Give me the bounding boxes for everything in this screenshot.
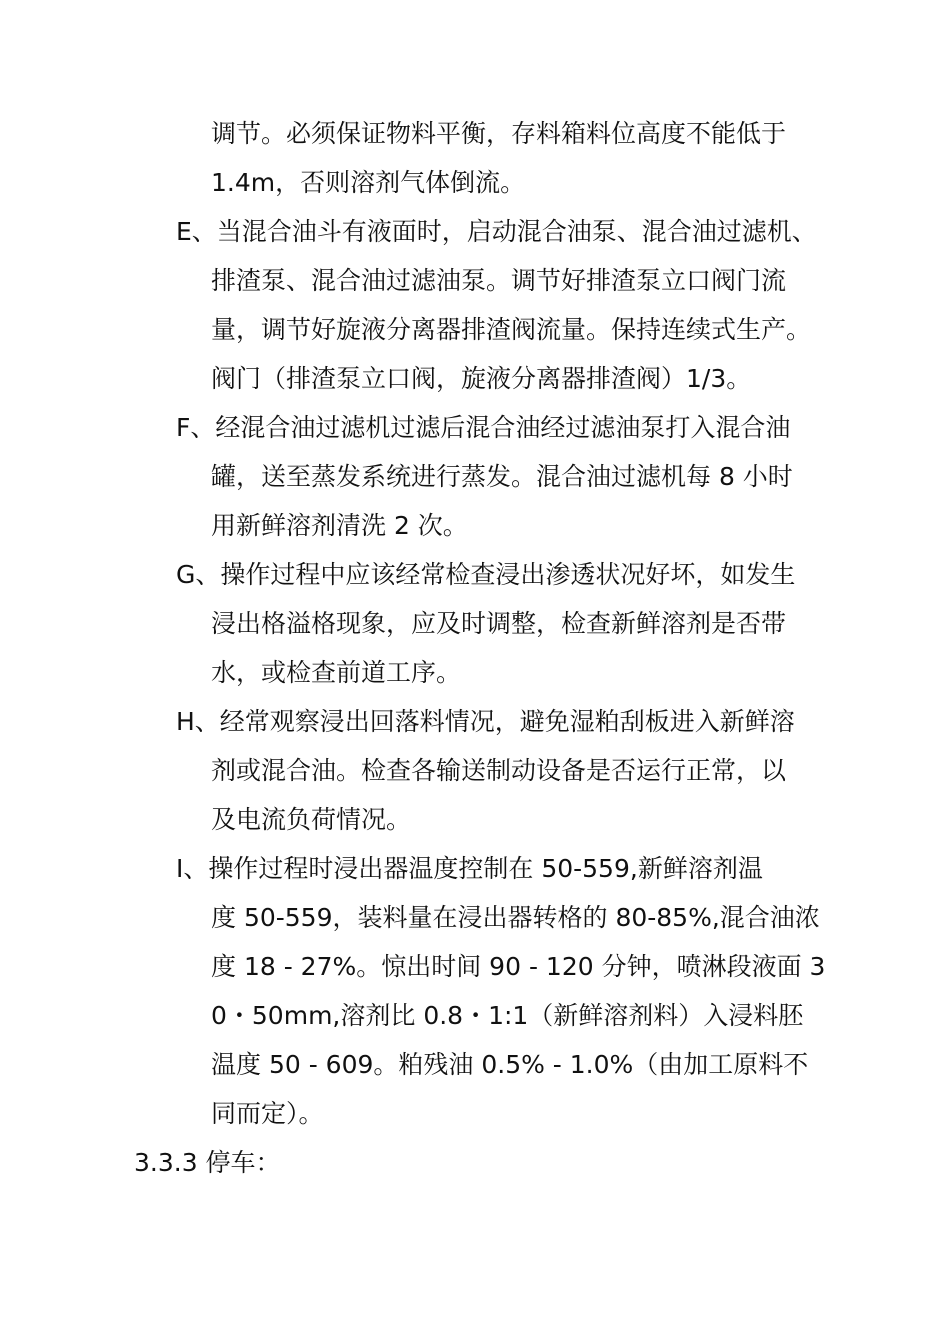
item-f-heading-line: F、经混合油过滤机过滤后混合油经过滤油泵打入混合油 — [176, 413, 791, 442]
item-g-heading-line: G、操作过程中应该经常检查浸出渗透状况好坏，如发生 — [176, 560, 796, 589]
item-i-heading-line: I、操作过程时浸出器温度控制在 50-559,新鲜溶剂温 — [176, 854, 763, 883]
text-line: 排渣泵、混合油过滤油泵。调节好排渣泵立口阀门流 — [211, 266, 787, 295]
text-line: 浸出格溢格现象，应及时调整，检查新鲜溶剂是否带 — [211, 609, 787, 638]
text-line: 0・50mm,溶剂比 0.8・1:1（新鲜溶剂料）入浸料胚 — [211, 1001, 804, 1030]
text-line: 温度 50 - 609。粕残油 0.5% - 1.0%（由加工原料不 — [211, 1050, 809, 1079]
text-line: 调节。必须保证物料平衡，存料箱料位高度不能低于 — [211, 119, 787, 148]
text-line: 罐，送至蒸发系统进行蒸发。混合油过滤机每 8 小时 — [211, 462, 793, 491]
text-line: 用新鲜溶剂清洗 2 次。 — [211, 511, 468, 540]
text-line: 度 18 - 27%。惊出时间 90 - 120 分钟，喷淋段液面 3 — [211, 952, 826, 981]
text-line: 度 50-559，装料量在浸出器转格的 80-85%,混合油浓 — [211, 903, 820, 932]
text-line: 阀门（排渣泵立口阀，旋液分离器排渣阀）1/3。 — [211, 364, 752, 393]
text-line: 水，或检查前道工序。 — [211, 658, 462, 687]
item-h-heading-line: H、经常观察浸出回落料情况，避免湿粕刮板进入新鲜溶 — [176, 707, 795, 736]
item-e-heading-line: E、当混合油斗有液面时，启动混合油泵、混合油过滤机、 — [176, 217, 817, 246]
text-line: 1.4m，否则溶剂气体倒流。 — [211, 168, 526, 197]
text-line: 量，调节好旋液分离器排渣阀流量。保持连续式生产。 — [211, 315, 812, 344]
section-heading: 3.3.3 停车： — [134, 1148, 281, 1177]
text-line: 剂或混合油。检查各输送制动设备是否运行正常，以 — [211, 756, 787, 785]
text-line: 及电流负荷情况。 — [211, 805, 412, 834]
text-line: 同而定）。 — [211, 1099, 324, 1128]
